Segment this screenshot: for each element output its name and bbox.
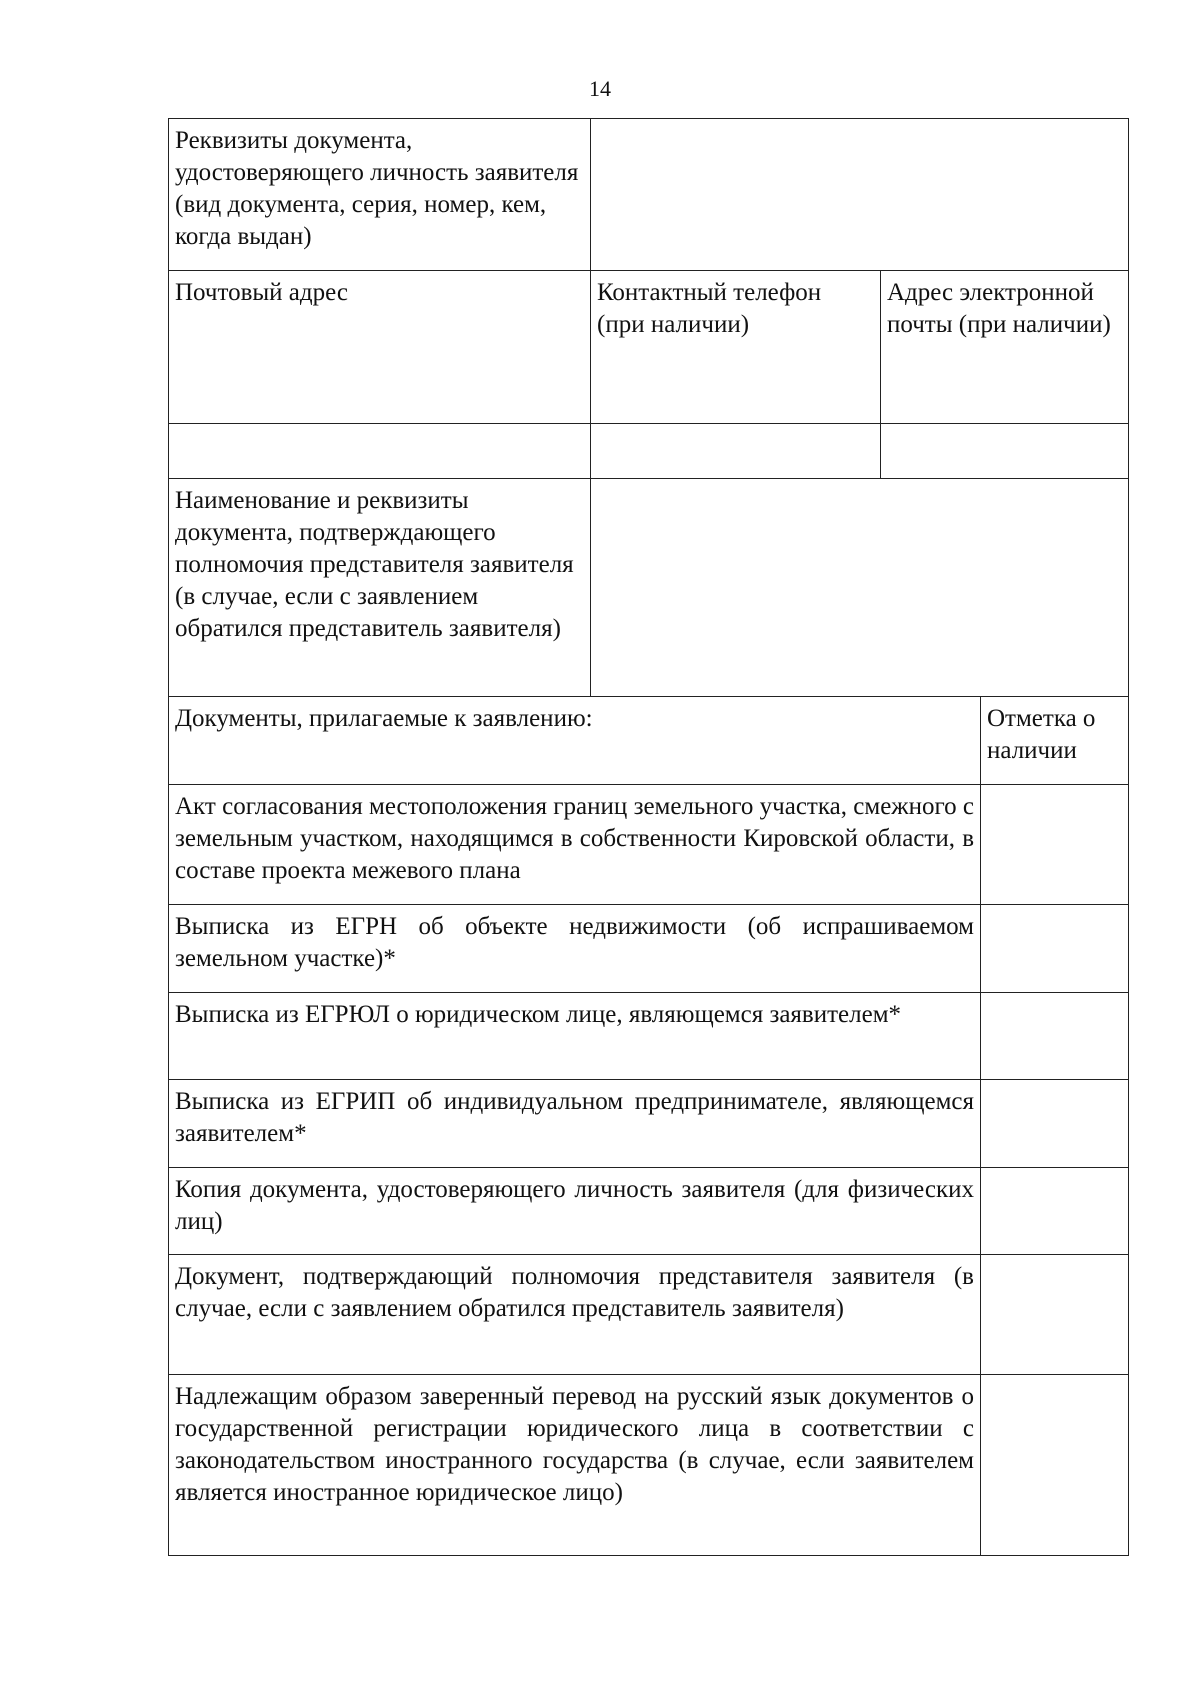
document-item-label: Выписка из ЕГРИП об индивидуальном предпринимателе, являющемся заявителем* — [175, 1088, 974, 1147]
documents-header-cell — [169, 697, 981, 785]
table-row — [169, 1168, 1129, 1255]
mark-header-cell — [981, 697, 1129, 785]
page-number: 14 — [589, 76, 611, 101]
document-mark-cell[interactable] — [981, 905, 1129, 993]
document-mark-cell[interactable] — [981, 1168, 1129, 1255]
document-mark-cell[interactable] — [981, 1375, 1129, 1556]
document-mark-cell[interactable] — [981, 993, 1129, 1080]
document-item-cell — [169, 905, 981, 993]
id-document-label-cell — [169, 119, 591, 271]
table-row — [169, 993, 1129, 1080]
document-mark-cell[interactable] — [981, 785, 1129, 905]
row-documents-header — [169, 697, 1129, 785]
document-item-cell — [169, 1080, 981, 1168]
row-contact-values — [169, 424, 1129, 479]
table-row — [169, 1255, 1129, 1375]
document-item-label: Выписка из ЕГРН об объекте недвижимости (об испрашиваемом земельном участке)* — [175, 913, 974, 972]
table-row — [169, 785, 1129, 905]
document-mark-cell[interactable] — [981, 1080, 1129, 1168]
table-row — [169, 1375, 1129, 1556]
id-document-value-cell[interactable] — [591, 119, 1129, 271]
postal-address-value-cell[interactable] — [169, 424, 591, 479]
row-contact-headers — [169, 271, 1129, 424]
document-item-label: Выписка из ЕГРЮЛ о юридическом лице, являющемся заявителем* — [175, 1001, 902, 1028]
email-label-cell — [881, 271, 1129, 424]
email-label: Адрес электронной почты (при наличии) — [887, 279, 1111, 338]
document-item-cell — [169, 1255, 981, 1375]
postal-address-label-cell — [169, 271, 591, 424]
email-value-cell[interactable] — [881, 424, 1129, 479]
phone-value-cell[interactable] — [591, 424, 881, 479]
document-item-label: Акт согласования местоположения границ земельного участка, смежного с земельным участком, находящимся в собственности Кировской области, в составе проекта межевого плана — [175, 793, 974, 884]
document-item-cell — [169, 993, 981, 1080]
document-item-label: Надлежащим образом заверенный перевод на русский язык документов о государственной регистрации юридического лица в соответствии с законодательством иностранного государства (в случае, если заявителем является иностранное юридическое лицо) — [175, 1383, 974, 1506]
documents-header: Документы, прилагаемые к заявлению: — [175, 705, 593, 732]
table-row — [169, 1080, 1129, 1168]
mark-header: Отметка о наличии — [987, 705, 1096, 764]
postal-address-label: Почтовый адрес — [175, 279, 348, 306]
document-mark-cell[interactable] — [981, 1255, 1129, 1375]
document-item-label: Копия документа, удостоверяющего личность заявителя (для физических лиц) — [175, 1176, 974, 1235]
row-id-document — [169, 119, 1129, 271]
representative-doc-label: Наименование и реквизиты документа, подтверждающего полномочия представителя заявителя (в случае, если с заявлением обратился представитель заявителя) — [175, 487, 574, 642]
document-item-cell — [169, 1168, 981, 1255]
representative-doc-value-cell[interactable] — [591, 479, 1129, 697]
document-item-cell — [169, 785, 981, 905]
representative-doc-label-cell — [169, 479, 591, 697]
table-row — [169, 905, 1129, 993]
document-item-cell — [169, 1375, 981, 1556]
document-item-label: Документ, подтверждающий полномочия представителя заявителя (в случае, если с заявлением обратился представитель заявителя) — [175, 1263, 974, 1322]
phone-label: Контактный телефон (при наличии) — [597, 279, 822, 338]
row-representative-document — [169, 479, 1129, 697]
phone-label-cell — [591, 271, 881, 424]
application-form-table — [168, 118, 1129, 1556]
id-document-label: Реквизиты документа, удостоверяющего личность заявителя (вид документа, серия, номер, кем, когда выдан) — [175, 127, 579, 250]
